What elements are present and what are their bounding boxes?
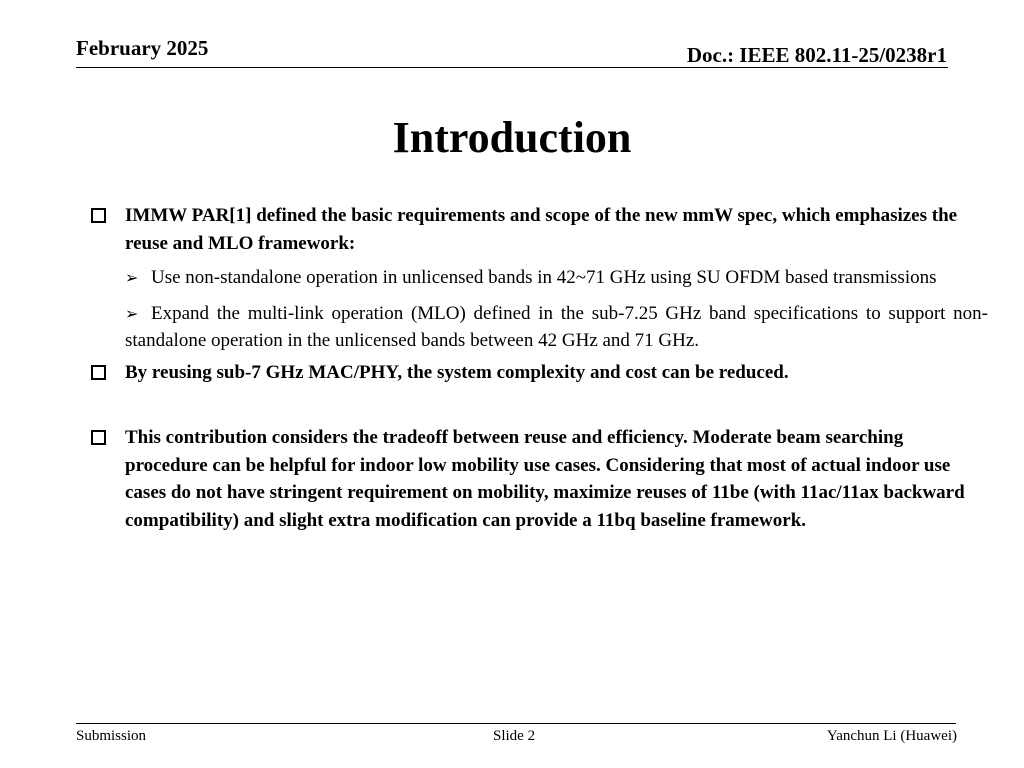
header-doc-id: Doc.: IEEE 802.11-25/0238r1 [686, 43, 947, 67]
sub-bullet-text: Use non-standalone operation in unlicensed bands in 42~71 GHz using SU OFDM based transmissions [151, 267, 937, 288]
sub-bullet-item [125, 265, 988, 293]
footer-author: Yanchun Li (Huawei) [826, 728, 957, 744]
bullet-item [90, 424, 988, 534]
hollow-square-bullet-icon [91, 365, 106, 380]
bullet-item [90, 359, 988, 387]
slide-content [90, 202, 988, 534]
header-divider [76, 67, 948, 68]
footer-slide-number: Slide 2 [493, 728, 536, 744]
bullet-text: This contribution considers the tradeoff between reuse and efficiency. Moderate beam searching procedure can be helpful for indoor low mobility use cases. Considering that most of actual indoor use cases do not have stringent requirement on mobility, maximize reuses of 11be (with 11ac/11ax backward compatibility) and slight extra modification can provide a 11bq baseline framework. [125, 427, 965, 531]
bullet-text: IMMW PAR[1] defined the basic requirements and scope of the new mmW spec, which emphasizes the reuse and MLO framework: [125, 205, 958, 254]
bullet-item [90, 202, 988, 257]
hollow-square-bullet-icon [91, 430, 106, 445]
arrowhead-icon: ➢ [125, 270, 139, 287]
sub-bullet-text: Expand the multi-link operation (MLO) defined in the sub-7.25 GHz band specifications to support non-standalone operation in the unlicensed bands between 42 GHz and 71 GHz. [125, 302, 988, 351]
footer-divider [76, 723, 956, 724]
arrowhead-icon: ➢ [125, 305, 139, 323]
hollow-square-bullet-icon [91, 208, 106, 223]
bullet-text: By reusing sub-7 GHz MAC/PHY, the system complexity and cost can be reduced. [125, 361, 789, 383]
footer-submission: Submission [76, 728, 147, 744]
header-date: February 2025 [76, 36, 209, 60]
sub-bullet-item [125, 301, 988, 355]
slide-title: Introduction [392, 113, 632, 162]
